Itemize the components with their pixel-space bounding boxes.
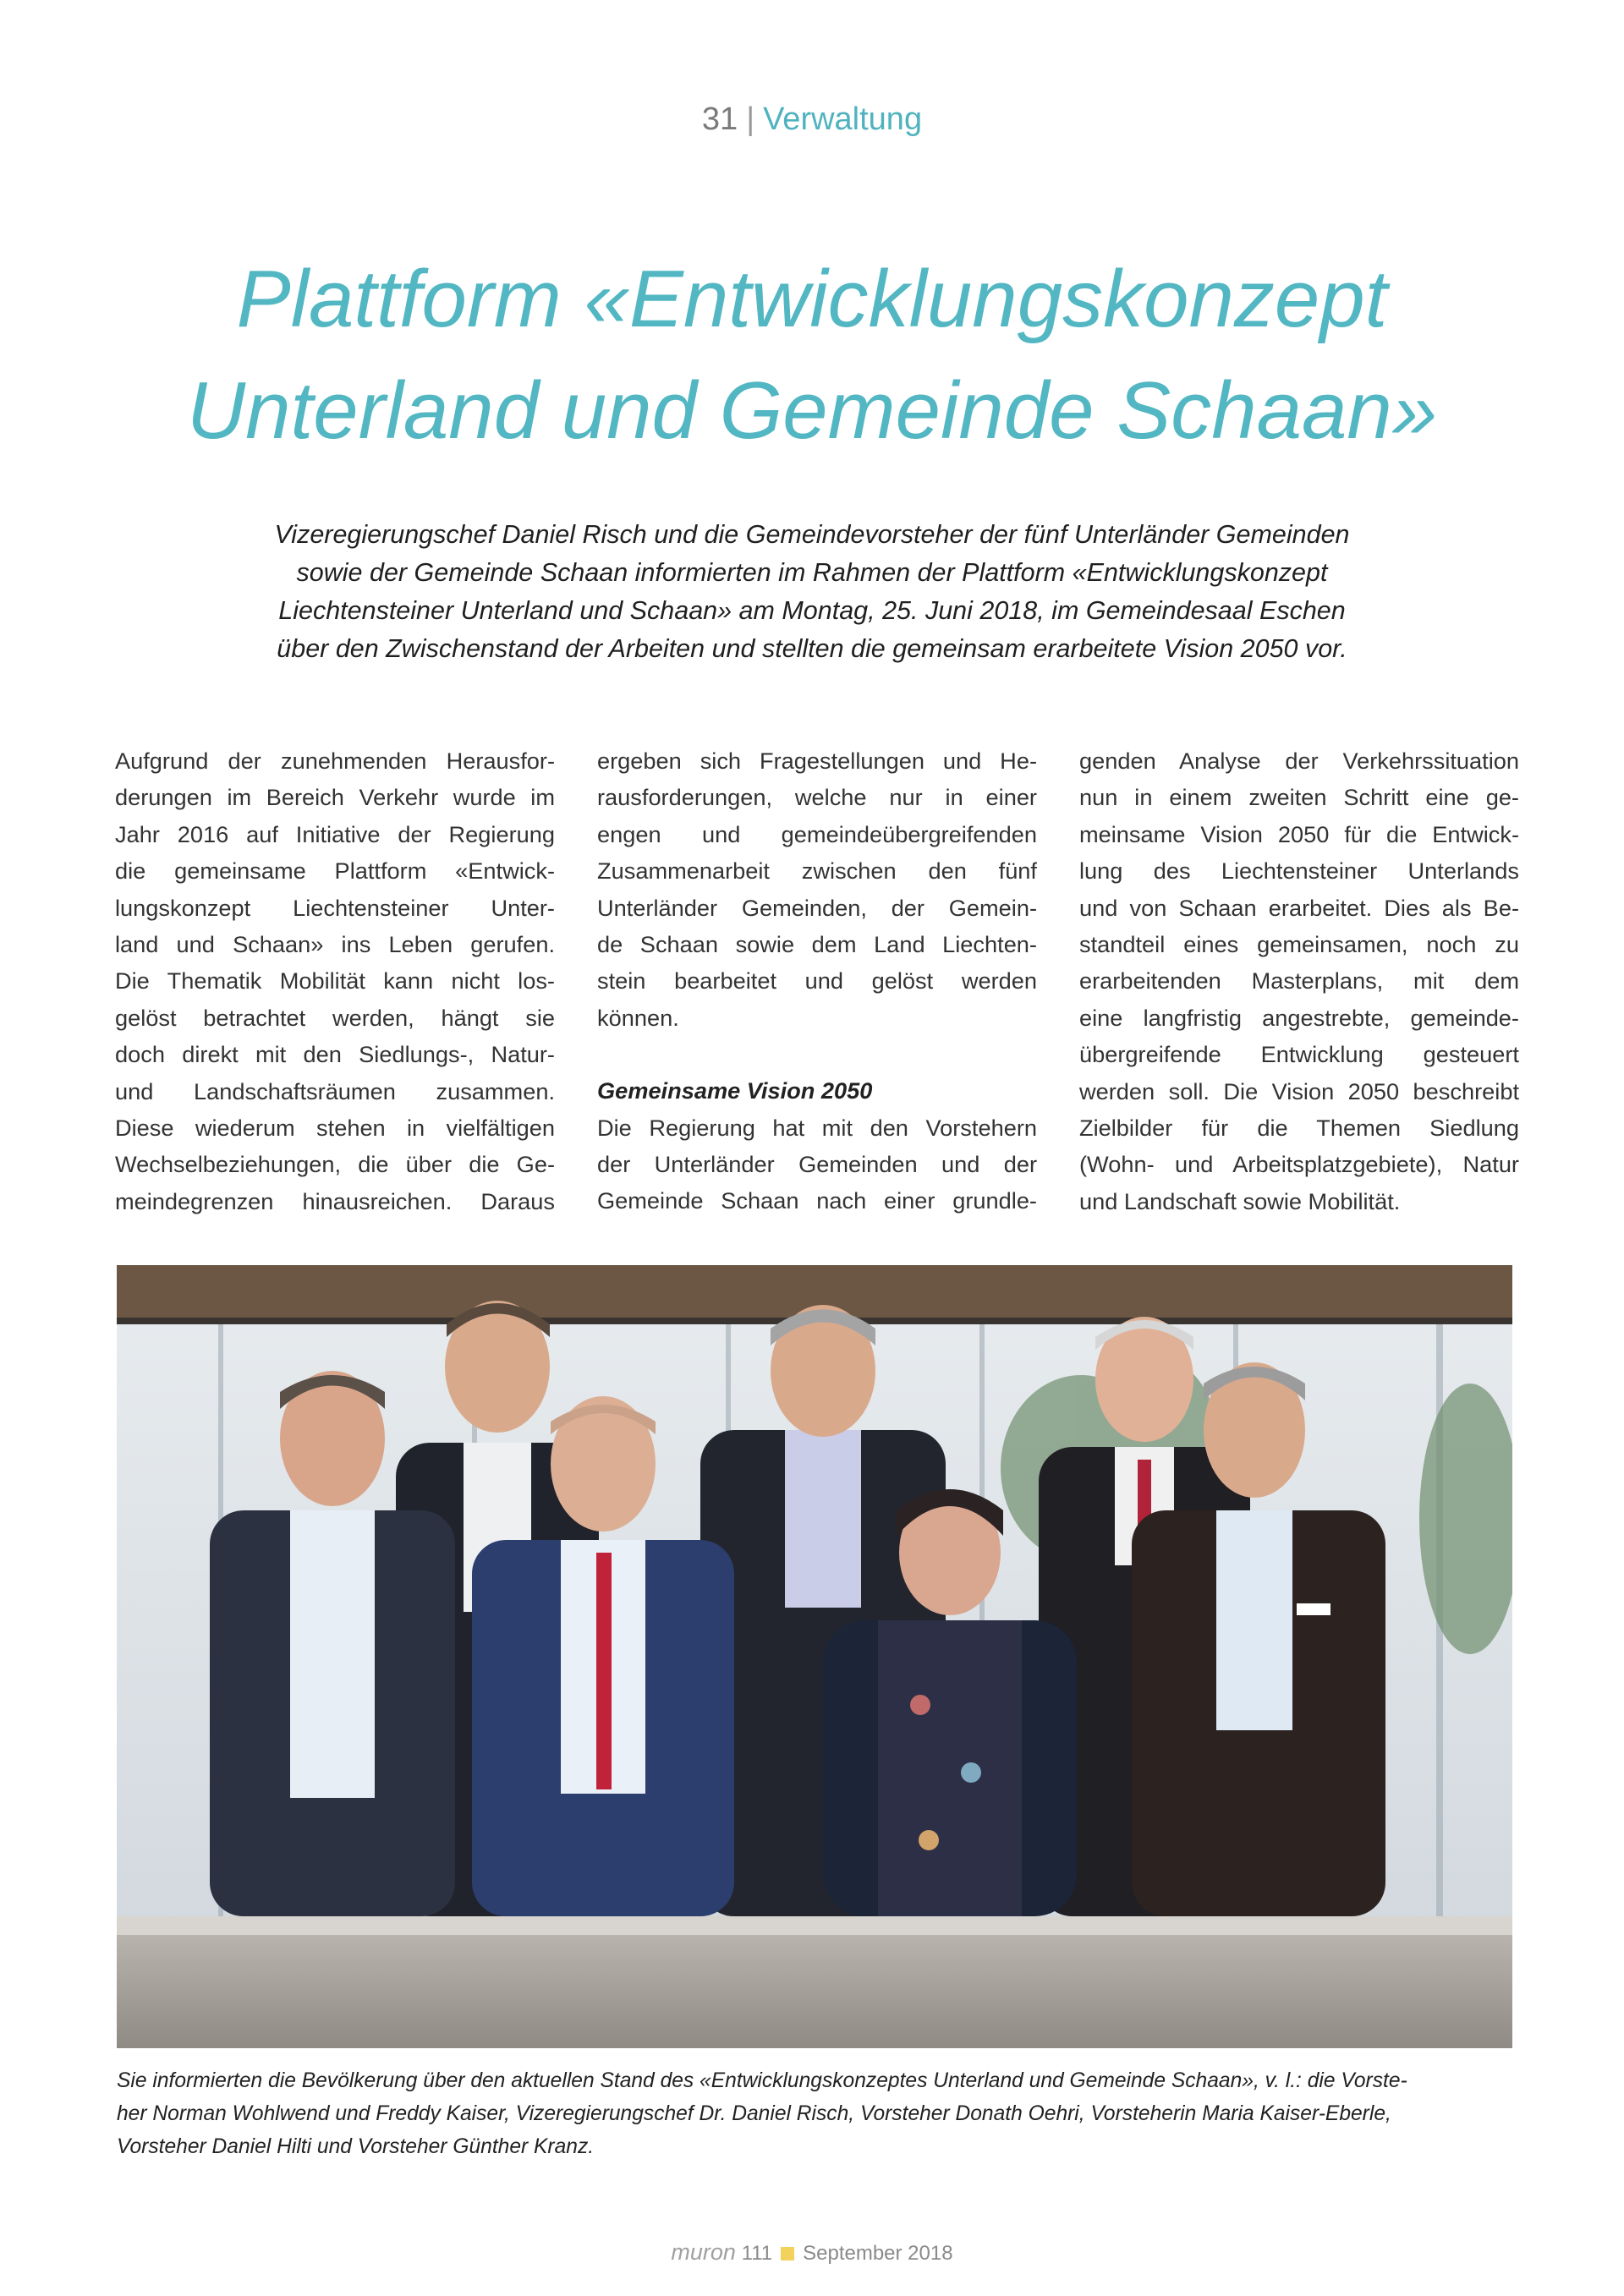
lead-line: über den Zwischenstand der Arbeiten und stellten die gemeinsam erarbeitete Vision 2050 vor. (277, 634, 1347, 663)
body-line: meinsame Vision 2050 für die Entwick- (1079, 820, 1519, 847)
body-line: Diese wiederum stehen in vielfältigen (115, 1115, 555, 1142)
body-line: können. (597, 1004, 679, 1031)
footer-square-icon (781, 2247, 794, 2260)
body-line: der Unterländer Gemeinden und der (597, 1151, 1037, 1178)
body-line: Aufgrund der zunehmenden Herausfor- (115, 748, 555, 774)
page-number: 31 (701, 101, 738, 137)
body-line: stein bearbeitet und gelöst werden (597, 967, 1037, 995)
body-line: standteil eines gemeinsamen, noch zu (1079, 931, 1519, 958)
page-footer (0, 2239, 1624, 2266)
lead-line: sowie der Gemeinde Schaan informierten im Rahmen der Plattform «Entwicklungskonzept (296, 558, 1328, 587)
issue-number: 111 (741, 2242, 773, 2265)
body-line: Gemeinde Schaan nach einer grundle- (597, 1187, 1037, 1214)
body-line: lung des Liechtensteiner Unterlands (1079, 858, 1519, 885)
body-line: werden soll. Die Vision 2050 beschreibt (1079, 1077, 1519, 1104)
title-line-1: Plattform «Entwicklungskonzept (236, 254, 1388, 344)
body-line: de Schaan sowie dem Land Liechten- (597, 931, 1037, 958)
body-line: derungen im Bereich Verkehr wurde im (115, 784, 555, 811)
lead-line: Liechtensteiner Unterland und Schaan» am Montag, 25. Juni 2018, im Gemeindesaal Eschen (278, 596, 1346, 625)
body-line: und Landschaft sowie Mobilität. (1079, 1187, 1401, 1214)
body-line: Zielbilder für die Themen Siedlung (1079, 1115, 1519, 1142)
body-line: lungskonzept Liechtensteiner Unter- (115, 894, 555, 921)
body-line: erarbeitenden Masterplans, mit dem (1079, 967, 1519, 995)
article-title (102, 244, 1522, 467)
body-column-1 (115, 743, 555, 1219)
section-name: Verwaltung (763, 101, 923, 137)
body-line: gelöst betrachtet werden, hängt sie (115, 1004, 555, 1031)
body-line: Unterländer Gemeinden, der Gemein- (597, 894, 1037, 921)
body-line: (Wohn- und Arbeitsplatzgebiete), Natur (1079, 1151, 1519, 1178)
caption-line: her Norman Wohlwend und Freddy Kaiser, Vizeregierungschef Dr. Daniel Risch, Vorsteher Donath Oehri, Vorsteherin Maria Kaiser-Eberle, (117, 2102, 1391, 2125)
body-line: Die Regierung hat mit den Vorstehern (597, 1114, 1037, 1141)
caption-line: Sie informierten die Bevölkerung über den aktuellen Stand des «Entwicklungskonzeptes Unterland und Gemeinde Schaan», v. l.: die Vorste- (117, 2069, 1407, 2092)
lead-line: Vizeregierungschef Daniel Risch und die Gemeindevorsteher der fünf Unterländer Gemeinden (274, 520, 1350, 549)
article-lead (169, 516, 1455, 668)
body-line: Jahr 2016 auf Initiative der Regierung (115, 820, 555, 847)
body-line: engen und gemeindeübergreifenden (597, 820, 1037, 847)
header-separator: | (746, 101, 755, 137)
issue-date: September 2018 (803, 2242, 953, 2265)
body-line: eine langfristig angestrebte, gemeinde- (1079, 1004, 1519, 1031)
body-line: doch direkt mit den Siedlungs-, Natur- (115, 1041, 555, 1068)
photo-caption (117, 2064, 1512, 2163)
page-header (0, 101, 1624, 138)
title-line-2: Unterland und Gemeinde Schaan» (186, 365, 1438, 456)
body-line: rausforderungen, welche nur in einer (597, 784, 1037, 811)
body-line: Wechselbeziehungen, die über die Ge- (115, 1151, 555, 1178)
group-photo (117, 1265, 1512, 2048)
body-line: genden Analyse der Verkehrssituation (1079, 748, 1519, 774)
body-column-2 (597, 743, 1037, 1219)
body-column-3 (1079, 743, 1519, 1219)
caption-line: Vorsteher Daniel Hilti und Vorsteher Günther Kranz. (117, 2135, 595, 2158)
body-line: übergreifende Entwicklung gesteuert (1079, 1041, 1519, 1068)
body-line: nun in einem zweiten Schritt eine ge- (1079, 784, 1519, 811)
body-line: Die Thematik Mobilität kann nicht los- (115, 967, 555, 995)
body-line: Zusammenarbeit zwischen den fünf (597, 858, 1037, 885)
section-subheading: Gemeinsame Vision 2050 (597, 1077, 873, 1104)
body-line: die gemeinsame Plattform «Entwick- (115, 858, 555, 885)
body-line: und Landschaftsräumen zusammen. (115, 1077, 555, 1104)
body-line: meindegrenzen hinausreichen. Daraus (115, 1187, 555, 1214)
body-line: und von Schaan erarbeitet. Dies als Be- (1079, 894, 1519, 921)
magazine-brand: muron (671, 2239, 736, 2265)
body-line: ergeben sich Fragestellungen und He- (597, 748, 1037, 774)
body-line: land und Schaan» ins Leben gerufen. (115, 931, 555, 958)
